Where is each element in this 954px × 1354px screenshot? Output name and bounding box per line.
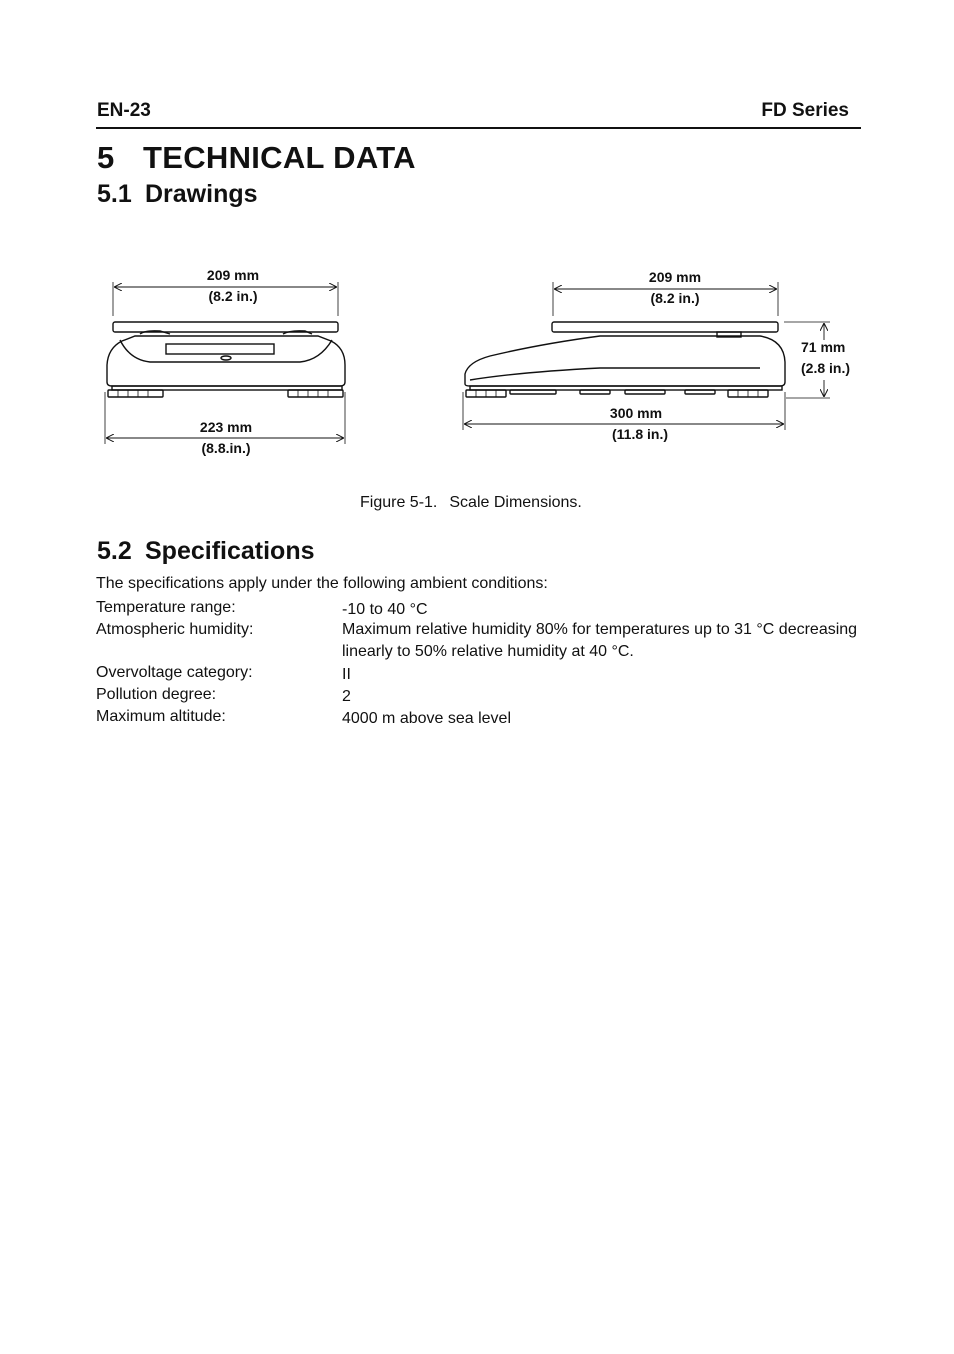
- side-width-in-label: (8.2 in.): [650, 290, 700, 306]
- section-number: 5.2: [97, 537, 132, 565]
- spec-label: Temperature range:: [96, 599, 236, 616]
- section-number: 5.1: [97, 180, 132, 208]
- side-depth-in-label: (11.8 in.): [611, 426, 669, 442]
- side-height-in-label: (2.8 in.): [801, 360, 851, 376]
- section-heading-drawings: [97, 180, 258, 209]
- spec-value: 4000 m above sea level: [342, 710, 511, 727]
- figure-caption-text: Scale Dimensions.: [449, 494, 582, 511]
- page-number: EN-23: [97, 100, 151, 121]
- scale-dimensions-drawing: [0, 250, 954, 480]
- figure-caption: [360, 494, 582, 512]
- spec-value: -10 to 40 °C: [342, 601, 428, 618]
- front-width-mm-label: 209 mm: [206, 267, 260, 283]
- spec-label: Overvoltage category:: [96, 664, 253, 681]
- spec-value: 2: [342, 688, 351, 705]
- section-heading-specifications: [97, 537, 315, 566]
- spec-value: II: [342, 666, 351, 683]
- front-width-in-label: (8.2 in.): [208, 288, 258, 304]
- side-depth-mm-label: 300 mm: [609, 405, 663, 421]
- spec-value: Maximum relative humidity 80% for temperatures up to 31 °C decreasing linearly to 50% relative humidity at 40 °C.: [342, 621, 858, 660]
- figure-caption-label: Figure 5-1.: [360, 494, 438, 511]
- side-height-mm-label: 71 mm: [801, 339, 846, 355]
- series-name: FD Series: [761, 100, 849, 121]
- front-base-in-label: (8.8.in.): [201, 440, 251, 456]
- spec-label: Atmospheric humidity:: [96, 621, 254, 638]
- chapter-number: 5: [97, 140, 115, 175]
- header-rule: [96, 127, 861, 129]
- front-base-mm-label: 223 mm: [199, 419, 253, 435]
- side-width-mm-label: 209 mm: [648, 269, 702, 285]
- spec-label: Maximum altitude:: [96, 708, 226, 725]
- section-title: Drawings: [145, 180, 258, 208]
- section-title: Specifications: [145, 537, 315, 565]
- chapter-title-text: TECHNICAL DATA: [143, 140, 416, 175]
- spec-label: Pollution degree:: [96, 686, 217, 703]
- specs-intro: The specifications apply under the following ambient conditions:: [96, 575, 548, 592]
- chapter-title: [97, 140, 416, 176]
